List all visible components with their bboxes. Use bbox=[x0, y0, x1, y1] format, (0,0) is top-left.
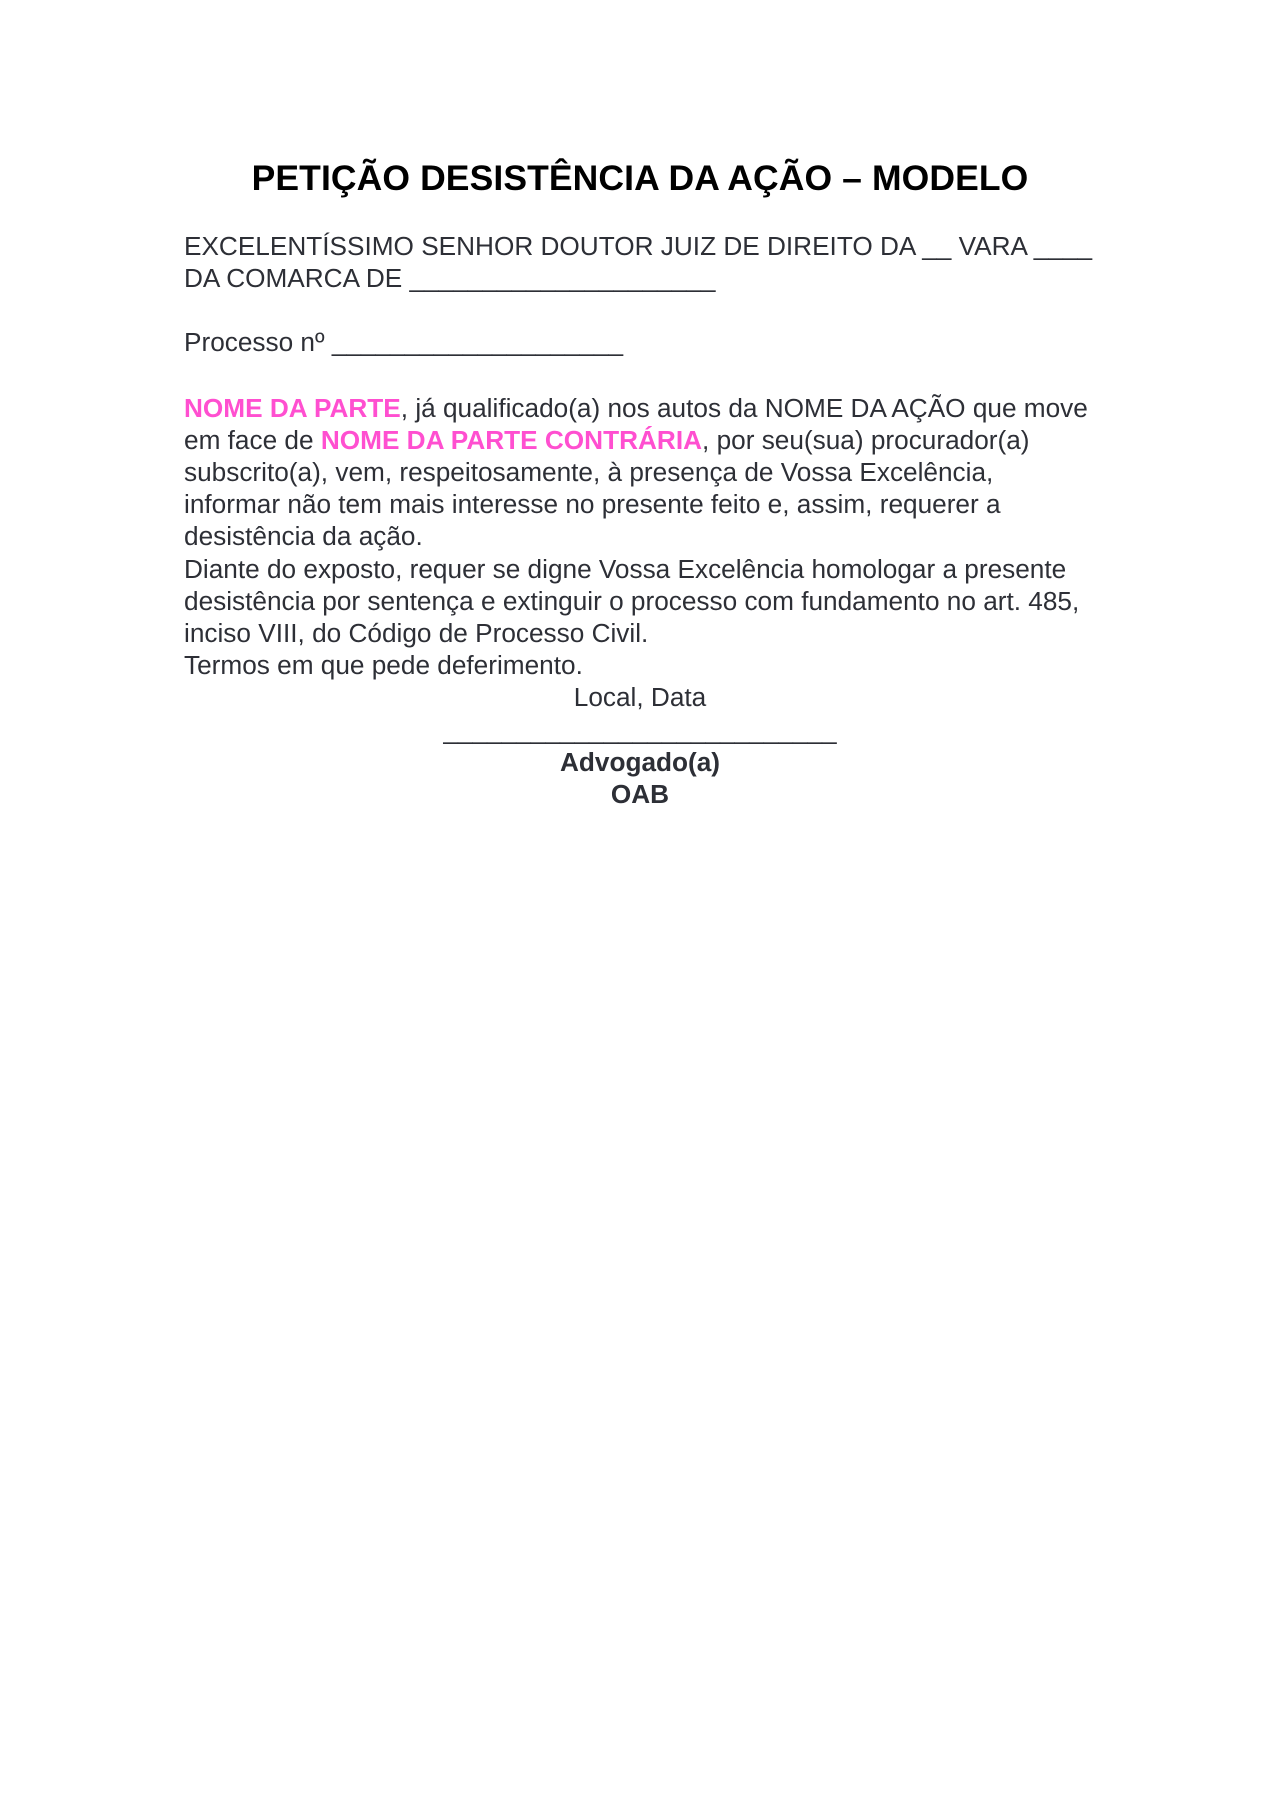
salutation: EXCELENTÍSSIMO SENHOR DOUTOR JUIZ DE DIREITO DA __ VARA ____ DA COMARCA DE _____________________ bbox=[184, 231, 1093, 294]
signature-line: ___________________________ bbox=[443, 714, 837, 745]
process-number: Processo nº ____________________ bbox=[184, 327, 624, 358]
request-paragraph: Diante do exposto, requer se digne Vossa Excelência homologar a presente desistência por sentença e extinguir o processo com fundamento no art. 485, inciso VIII, do Código de Processo Civil. bbox=[184, 553, 1080, 649]
paragraph-text-b: , por seu(sua) procurador(a) subscrito(a), vem, respeitosamente, à presença de Vossa Excelência, informar não tem mais interesse no presente feito e, assim, requerer a desistência da ação. bbox=[184, 424, 1030, 552]
opposing-party-name: NOME DA PARTE CONTRÁRIA bbox=[320, 424, 703, 455]
signer-oab: OAB bbox=[610, 779, 670, 810]
document-page bbox=[184, 152, 1096, 810]
paragraph-text-a: , já qualificado(a) nos autos da NOME DA AÇÃO que move em face de bbox=[184, 392, 1088, 455]
main-paragraph bbox=[184, 392, 1096, 553]
document-title: PETIÇÃO DESISTÊNCIA DA AÇÃO – MODELO bbox=[251, 158, 1029, 198]
closing-text: Termos em que pede deferimento. bbox=[184, 650, 583, 681]
place-date: Local, Data bbox=[573, 682, 707, 713]
signer-title: Advogado(a) bbox=[559, 746, 721, 777]
party-name: NOME DA PARTE bbox=[184, 392, 401, 423]
